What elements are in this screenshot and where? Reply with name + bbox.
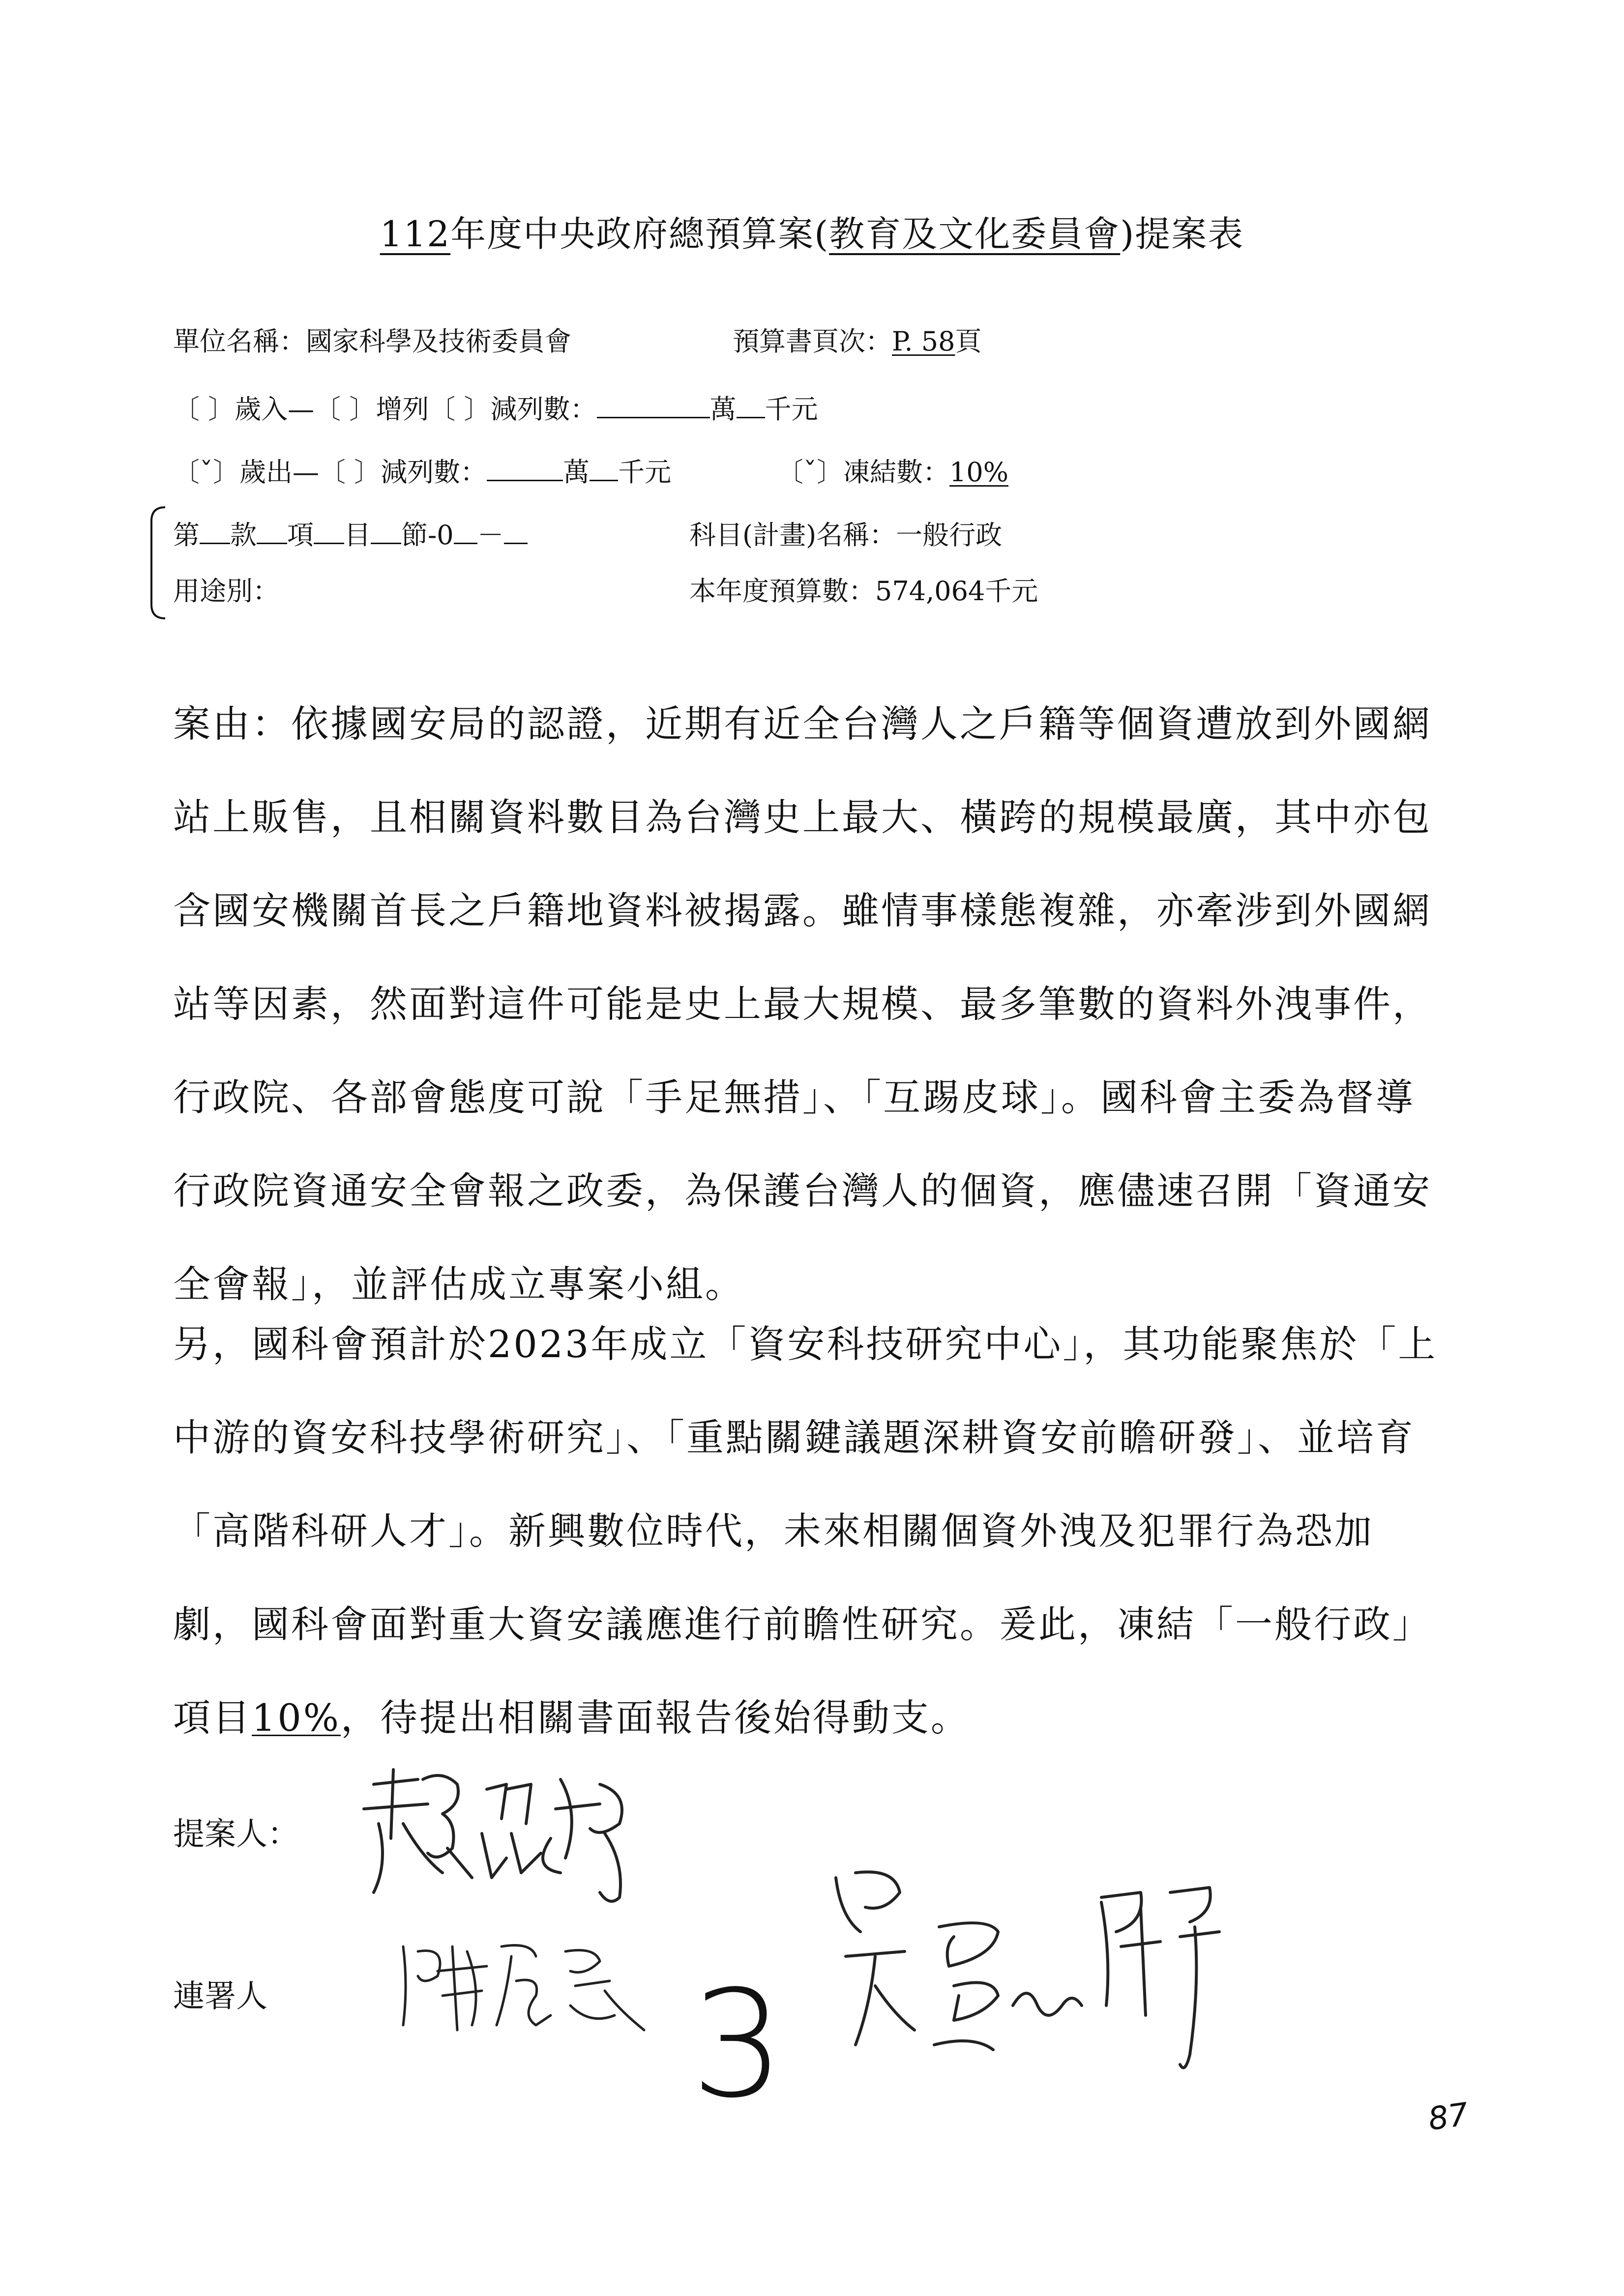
mu-blank (314, 519, 344, 544)
thousand-blank (737, 393, 765, 418)
increase-checkbox: 〔 〕 (314, 394, 376, 425)
title-part1: 年度中央政府總預算案( (450, 213, 829, 255)
proposer-signature (344, 1750, 659, 1937)
additional-paragraph (173, 1298, 1451, 1765)
freeze-percent: 10% (252, 1696, 341, 1740)
additional-text-end: ，待提出相關書面報告後始得動支。 (340, 1696, 970, 1740)
subject-row (689, 514, 1002, 552)
cosigner-signature-2-text: 吳思瑤 (826, 2111, 827, 2112)
jie-blank (371, 519, 401, 544)
reason-paragraph (173, 677, 1451, 1331)
section-dash: － (477, 520, 504, 551)
increase-label: 增列 (376, 394, 429, 425)
expense-label: 歲出— (239, 457, 319, 488)
usage-row (173, 570, 279, 608)
income-checkbox: 〔 〕 (173, 394, 235, 425)
xiang-blank (257, 519, 287, 544)
section-jie: 節-0 (401, 520, 454, 551)
page-ref-suffix: 頁 (955, 326, 982, 357)
expense-checkbox: 〔ˇ〕 (173, 457, 239, 488)
decrease-checkbox: 〔 〕 (429, 394, 491, 425)
page-ref-label: 預算書頁次： (733, 326, 892, 357)
reason-text: 案由：依據國安局的認證，近期有近全台灣人之戶籍等個資遭放到外國網站上販售，且相關資料數目為台灣史上最大、橫跨的規模最廣，其中亦包含國安機關首長之戶籍地資料被揭露。雖情事樣態複雜，亦牽涉到外國網站等因素，然面對這件可能是史上最大規模、最多筆數的資料外洩事件，行政院、各部會態度可說「手足無措」、「互踢皮球」。國科會主委為督導行政院資通安全會報之政委，為保護台灣人的個資，應儘速召開「資通安全會報」，並評估成立專案小組。 (173, 702, 1432, 1306)
unit-row (173, 320, 571, 358)
sub-blank-1 (454, 519, 477, 544)
decrease-label: 減列數： (490, 394, 597, 425)
section-kuan: 款 (230, 520, 257, 551)
budget-value: 574,064千元 (875, 576, 1038, 607)
subject-label: 科目(計畫)名稱： (689, 520, 896, 551)
freeze-value: 10% (949, 457, 1009, 488)
section-mu: 目 (344, 520, 371, 551)
freeze-label: 凍結數： (843, 457, 949, 488)
sub-blank-2 (504, 519, 528, 544)
cosigner-signature-1-text: 陳秀寶 (388, 2037, 390, 2038)
page-title (0, 205, 1624, 257)
freeze-row (777, 451, 1008, 489)
expense-row (173, 451, 671, 489)
expense-thousand-label: 千元 (618, 457, 672, 488)
expense-decrease-label: 減列數： (381, 457, 487, 488)
expense-wan-label: 萬 (563, 457, 590, 488)
additional-text (173, 1298, 1451, 1765)
unit-value: 國家科學及技術委員會 (306, 326, 571, 357)
section-xiang: 項 (287, 520, 314, 551)
section-row (173, 514, 528, 552)
title-part2: )提案表 (1120, 213, 1244, 255)
count-mark: 3 (691, 1959, 785, 2130)
unit-label: 單位名稱： (173, 326, 306, 357)
wan-blank (597, 393, 710, 418)
page-ref-value: P. 58 (892, 326, 955, 357)
income-label: 歲入— (235, 394, 315, 425)
cosigner-signature-1 (388, 1932, 664, 2040)
budget-row (689, 570, 1038, 608)
freeze-checkbox: 〔ˇ〕 (777, 457, 843, 488)
wan-label: 萬 (709, 394, 737, 425)
additional-text-main: 另，國科會預計於2023年成立「資安科技研究中心」，其功能聚焦於「上中游的資安科技學術研究」、「重點關鍵議題深耕資安前瞻研發」、並培育「高階科研人才」。新興數位時代，未來相關個資外洩及犯罪行為恐加劇，國科會面對重大資安議應進行前瞻性研究。爰此，凍結「一般行政」項目 (173, 1322, 1438, 1740)
cosigner-label: 連署人 (173, 1978, 267, 2015)
expense-thousand-blank (590, 456, 618, 481)
title-year: 112 (380, 213, 451, 255)
subject-value: 一般行政 (896, 520, 1003, 551)
title-committee: 教育及文化委員會 (829, 213, 1121, 255)
budget-label: 本年度預算數： (689, 576, 875, 607)
expense-decrease-checkbox: 〔 〕 (319, 457, 381, 488)
expense-wan-blank (487, 456, 563, 481)
proposer-label: 提案人： (173, 1816, 299, 1853)
cosigner-signature-2 (826, 1858, 1229, 2114)
page-number: 87 (1426, 2096, 1471, 2138)
thousand-label: 千元 (765, 394, 818, 425)
section-bracket (148, 506, 167, 619)
usage-label: 用途別： (173, 576, 279, 607)
section-di: 第 (173, 520, 200, 551)
kuan-blank (200, 519, 230, 544)
income-row (173, 388, 818, 426)
page-ref-row (733, 320, 981, 358)
